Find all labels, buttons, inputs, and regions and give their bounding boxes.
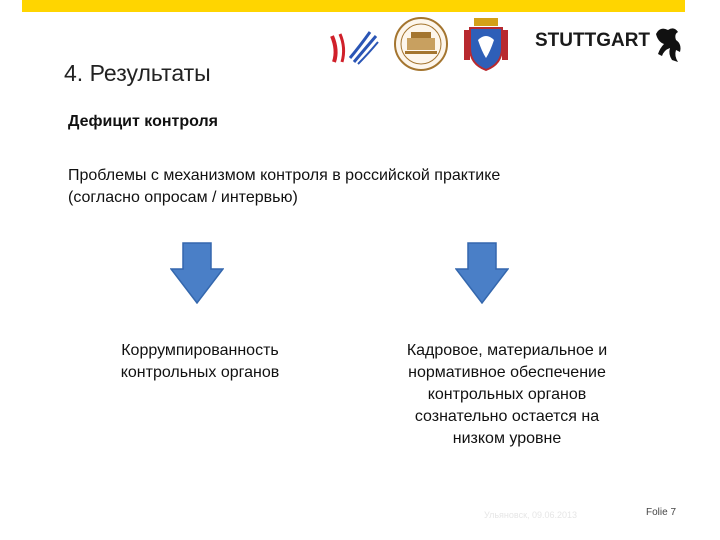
ribbon-logo: [324, 28, 380, 68]
outcome-resources: Кадровое, материальное и нормативное обеспечение контрольных органов сознательно остается на низком уровне: [406, 342, 608, 447]
university-seal-logo: [391, 16, 451, 72]
outcome-corruption: Коррумпированность контрольных органов: [120, 342, 280, 381]
section-subtitle: Дефицит контроля: [68, 113, 218, 130]
horse-logo: [650, 24, 686, 64]
right-down-arrow-icon: [455, 242, 509, 304]
coat-of-arms-logo: [462, 14, 510, 72]
page-number: Folie 7: [646, 507, 677, 518]
stuttgart-logo: STUTTGART: [535, 30, 651, 51]
problem-statement: Проблемы с механизмом контроля в российской практике (согласно опросам / интервью): [68, 167, 501, 206]
partner-logos: [316, 14, 696, 72]
slide-title: 4. Результаты: [64, 60, 211, 86]
footer-date: Ульяновск, 09.06.2013: [484, 510, 578, 520]
top-accent-bar: [22, 0, 685, 12]
left-down-arrow-icon: [170, 242, 224, 304]
